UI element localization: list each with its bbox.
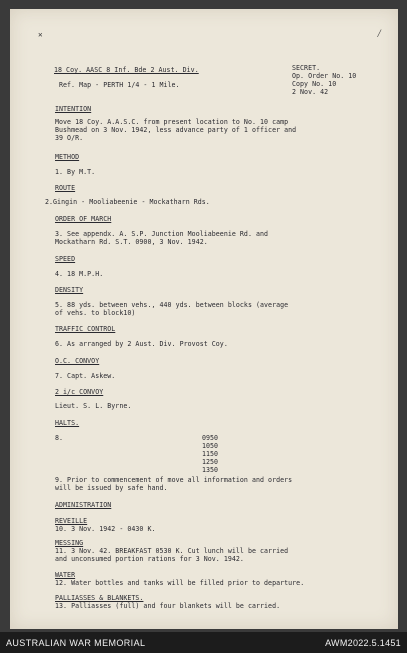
section-heading: TRAFFIC CONTROL: [55, 325, 116, 333]
section-heading: ADMINISTRATION: [55, 501, 112, 509]
footer-bar: [0, 632, 407, 653]
copy-number: Copy No. 10: [292, 80, 337, 88]
unit-header: 18 Coy. AASC 8 Inf. Bde 2 Aust. Div.: [54, 66, 199, 74]
body-line: 13. Palliasses (full) and four blankets will be carried.: [55, 602, 281, 610]
section-heading: REVEILLE: [55, 517, 88, 525]
body-line: 12. Water bottles and tanks will be filled prior to departure.: [55, 579, 305, 587]
section-heading: ORDER OF MARCH: [55, 215, 112, 223]
section-heading: PALLIASSES & BLANKETS.: [55, 594, 144, 602]
section-heading: METHOD: [55, 153, 80, 161]
body-line: and unconsumed portion rations for 3 Nov. 1942.: [55, 555, 244, 563]
body-line: 4. 18 M.P.H.: [55, 270, 104, 278]
footer-accession-id: AWM2022.5.1451: [325, 638, 401, 648]
section-heading: INTENTION: [55, 105, 92, 113]
op-order-number: Op. Order No. 10: [292, 72, 357, 80]
body-line: of vehs. to block10): [55, 309, 136, 317]
body-line: 1. By M.T.: [55, 168, 96, 176]
order-date: 2 Nov. 42: [292, 88, 329, 96]
body-line: 11. 3 Nov. 42. BREAKFAST 0530 K. Cut lunch will be carried: [55, 547, 289, 555]
document-page: [10, 9, 398, 629]
section-heading: HALTS.: [55, 419, 80, 427]
section-heading: O.C. CONVOY: [55, 357, 100, 365]
halt-time: 1350: [202, 466, 219, 474]
body-line: 5. 88 yds. between vehs., 440 yds. between blocks (average: [55, 301, 289, 309]
halt-time: 1250: [202, 458, 219, 466]
body-line: Lieut. S. L. Byrne.: [55, 402, 132, 410]
section-heading: ROUTE: [55, 184, 76, 192]
footer-credit: AUSTRALIAN WAR MEMORIAL: [6, 638, 146, 648]
halt-time: 1150: [202, 450, 219, 458]
classification: SECRET.: [292, 64, 321, 72]
section-heading: SPEED: [55, 255, 76, 263]
pencil-mark: ˟: [37, 31, 44, 44]
body-line: will be issued by safe hand.: [55, 484, 168, 492]
halt-time: 0950: [202, 434, 219, 442]
body-line: 7. Capt. Askew.: [55, 372, 116, 380]
body-line: Bushmead on 3 Nov. 1942, less advance party of 1 officer and: [55, 126, 297, 134]
body-line: 3. See appendx. A. S.P. Junction Mooliabeenie Rd. and: [55, 230, 269, 238]
body-line: 39 O/R.: [55, 134, 84, 142]
body-line: Move 18 Coy. A.A.S.C. from present location to No. 10 camp: [55, 118, 289, 126]
body-line: 10. 3 Nov. 1942 - 0430 K.: [55, 525, 156, 533]
body-line: 9. Prior to commencement of move all information and orders: [55, 476, 293, 484]
pencil-mark: ⁄: [376, 27, 383, 40]
body-line: 2.Gingin - Mooliabeenie - Mockatharn Rds.: [45, 198, 210, 206]
ref-map: Ref. Map - PERTH 1/4 - 1 Mile.: [59, 81, 180, 89]
section-heading: WATER: [55, 571, 76, 579]
halt-time: 1050: [202, 442, 219, 450]
section-heading: DENSITY: [55, 286, 84, 294]
section-heading: MESSING: [55, 539, 84, 547]
body-line: 6. As arranged by 2 Aust. Div. Provost Coy.: [55, 340, 228, 348]
body-line: Mockatharn Rd. S.T. 0900, 3 Nov. 1942.: [55, 238, 208, 246]
section-heading: 2 i/c CONVOY: [55, 388, 104, 396]
body-line: 8.: [55, 434, 64, 442]
